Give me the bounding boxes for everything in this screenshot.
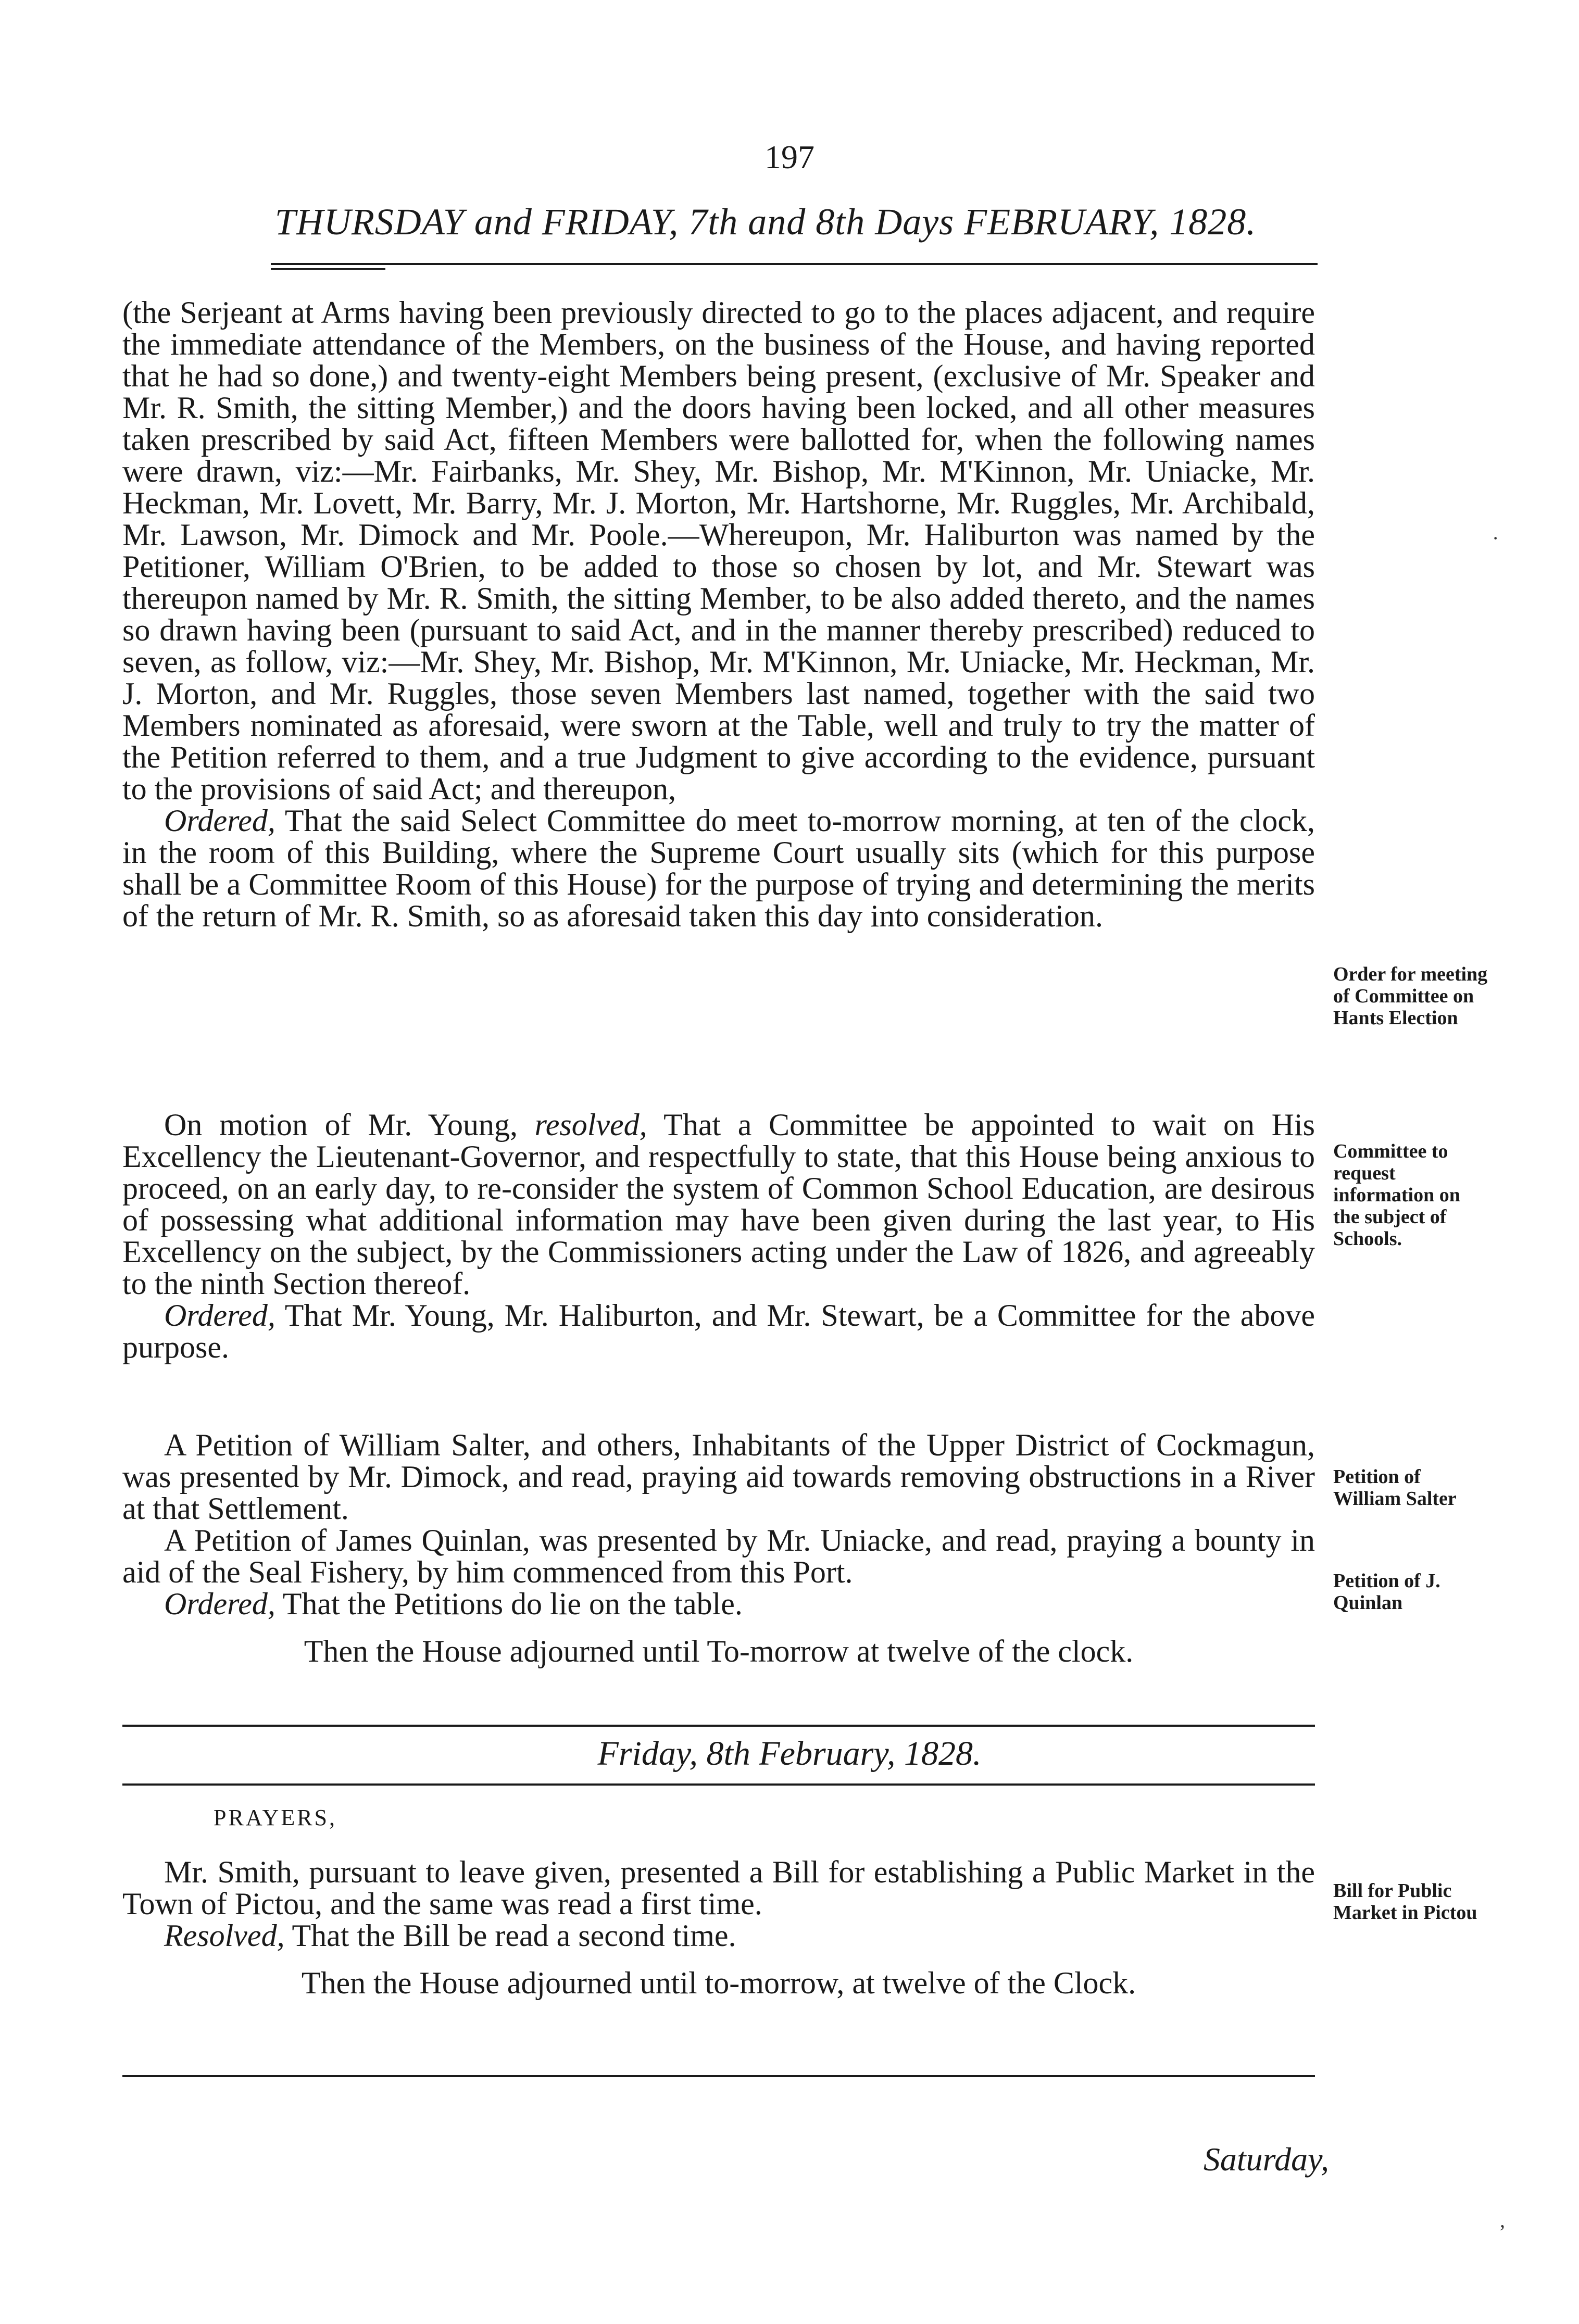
catchword: Saturday,	[1203, 2141, 1329, 2178]
ordered-text: That the said Select Committee do meet to-morrow morning, at ten of the clock, in the room of this Building, where the Supreme Court usually sits (which for this purpose shall be a Committee Room of this House) for the purpose of trying and determining the merits of the return of Mr. R. Smith, so as aforesaid taken this day into consideration.	[122, 803, 1315, 933]
prayers-label: PRAYERS,	[214, 1805, 337, 1830]
ordered-committee-members	[122, 1300, 1315, 1363]
footer-rule	[122, 2075, 1315, 2077]
ballot-paragraph: (the Serjeant at Arms having been previously directed to go to the places adjacent, and require the immediate attendance of the Members, on the business of the House, and having reported that he had so done,) and twenty-eight Members being present, (exclusive of Mr. Speaker and Mr. R. Smith, the sitting Member,) and the doors having been locked, and all other measures taken prescribed by said Act, fifteen Members were ballotted for, when the following names were drawn, viz:—Mr. Fairbanks, Mr. Shey, Mr. Bishop, Mr. M'Kinnon, Mr. Uniacke, Mr. Heckman, Mr. Lovett, Mr. Barry, Mr. J. Morton, Mr. Hartshorne, Mr. Ruggles, Mr. Archibald, Mr. Lawson, Mr. Dimock and Mr. Poole.—Whereupon, Mr. Haliburton was named by the Petitioner, William O'Brien, to be added to those so chosen by lot, and Mr. Stewart was thereupon named by Mr. R. Smith, the sitting Member, to be also added thereto, and the names so drawn having been (pursuant to said Act, and in the manner thereby prescribed) reduced to seven, as follow, viz:—Mr. Shey, Mr. Bishop, Mr. M'Kinnon, Mr. Uniacke, Mr. Heckman, Mr. J. Morton, and Mr. Ruggles, those seven Members last named, together with the said two Members nominated as aforesaid, were sworn at the Table, well and truly to try the matter of the Petition referred to them, and a true Judgment to give according to the evidence, pursuant to the provisions of said Act; and thereupon,	[122, 295, 1315, 806]
stray-mark-2: ,	[1500, 2208, 1505, 2232]
header-rule	[271, 263, 1318, 265]
ordered-label: Ordered,	[164, 803, 275, 838]
pictou-bill-paragraph: Mr. Smith, pursuant to leave given, presented a Bill for establishing a Public Market in the Town of Pictou, and the same was read a first time.	[122, 1855, 1315, 1921]
friday-rule	[122, 1783, 1315, 1786]
ordered-text-3: That the Petitions do lie on the table.	[275, 1587, 743, 1621]
ordered-committee-paragraph	[122, 805, 1315, 932]
motion-paragraph	[122, 1109, 1315, 1300]
ordered-label-2: Ordered,	[164, 1298, 275, 1333]
motion-start: On motion of Mr. Young,	[164, 1108, 535, 1142]
second-reading-paragraph	[122, 1920, 1315, 1952]
friday-proceedings	[122, 1856, 1315, 1999]
margin-note-salter: Petition of William Salter	[1333, 1466, 1457, 1510]
margin-note-pictou-market: Bill for Public Market in Pictou	[1333, 1880, 1477, 1924]
quinlan-petition: A Petition of James Quinlan, was presented by Mr. Uniacke, and read, praying a bounty in aid of the Seal Fishery, by him commenced from this Port.	[122, 1523, 1315, 1589]
page-number: 197	[765, 139, 814, 175]
schools-motion	[122, 1109, 1315, 1363]
ordered-text-2: That Mr. Young, Mr. Haliburton, and Mr. Stewart, be a Committee for the above purpose.	[122, 1298, 1315, 1364]
resolved-label: resolved,	[534, 1108, 647, 1142]
running-head: THURSDAY and FRIDAY, 7th and 8th Days FEBRUARY, 1828.	[274, 201, 1257, 243]
section-rule	[122, 1725, 1315, 1727]
margin-note-quinlan: Petition of J. Quinlan	[1333, 1570, 1440, 1614]
motion-text: That a Committee be appointed to wait on His Excellency the Lieutenant-Governor, and respectfully to state, that this House being anxious to proceed, on an early day, to re-consider the system of Common School Education, are desirous of possessing what additional information may have been given during the last year, to His Excellency on the subject, by the Commissioners acting under the Law of 1826, and agreeably to the ninth Section thereof.	[122, 1108, 1315, 1301]
adjournment-friday: Then the House adjourned until to-morrow, at twelve of the Clock.	[301, 1966, 1136, 2000]
friday-heading: Friday, 8th February, 1828.	[597, 1735, 982, 1773]
petitions-ordered	[122, 1588, 1315, 1620]
header-rule-short	[271, 268, 385, 270]
adjournment-thursday: Then the House adjourned until To-morrow at twelve of the clock.	[304, 1634, 1134, 1668]
ordered-label-3: Ordered,	[164, 1587, 275, 1621]
resolved-label-2: Resolved,	[164, 1918, 285, 1953]
margin-note-schools: Committee to request information on the subject of Schools.	[1333, 1140, 1460, 1250]
salter-petition: A Petition of William Salter, and others, Inhabitants of the Upper District of Cockmagun, was presented by Mr. Dimock, and read, praying aid towards removing obstructions in a River at that Settlement.	[122, 1428, 1315, 1526]
stray-mark-1: ·	[1492, 526, 1499, 550]
resolved-text-2: That the Bill be read a second time.	[284, 1918, 736, 1953]
thursday-proceedings	[122, 297, 1315, 932]
petitions	[122, 1429, 1315, 1667]
margin-note-hants-election: Order for meeting of Committee on Hants Election	[1333, 963, 1488, 1029]
